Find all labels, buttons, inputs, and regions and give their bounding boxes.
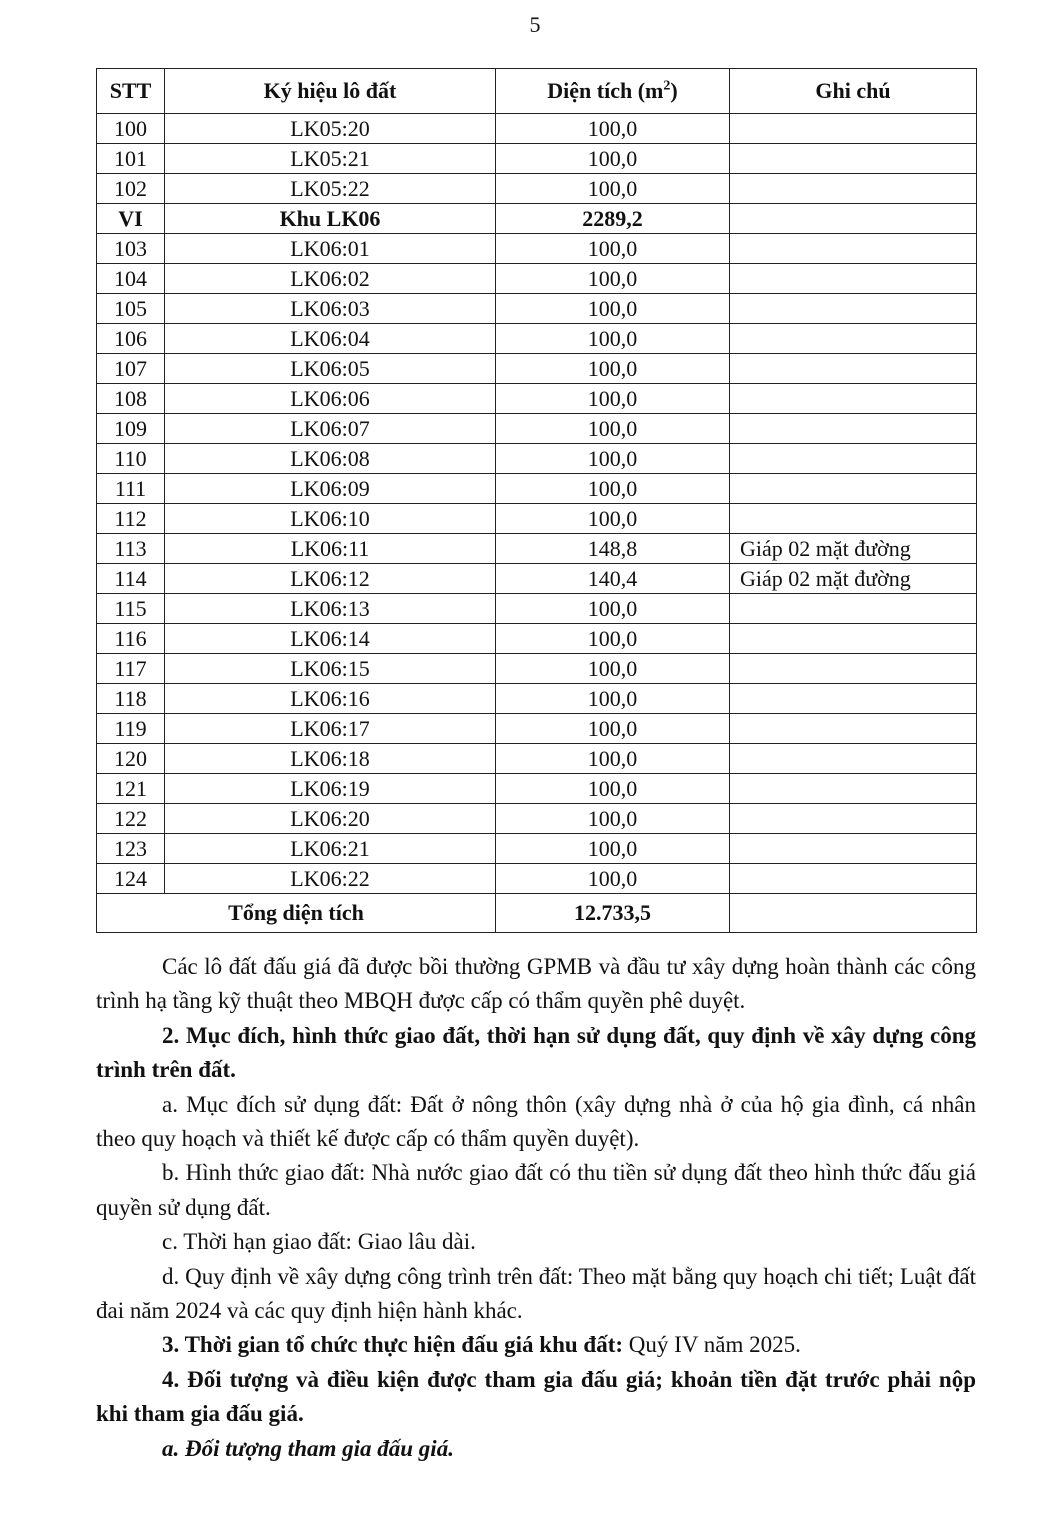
heading-section-4: 4. Đối tượng và điều kiện được tham gia đấu giá; khoản tiền đặt trước phải nộp khi tham gia đấu giá.	[96, 1366, 976, 1427]
cell-note	[730, 144, 977, 174]
cell-note	[730, 264, 977, 294]
cell-lot-symbol: LK06:12	[165, 564, 496, 594]
table-row	[97, 234, 977, 264]
cell-area: 100,0	[496, 264, 730, 294]
cell-note	[730, 864, 977, 894]
cell-lot-symbol: LK06:21	[165, 834, 496, 864]
subheading-auction-participants: a. Đối tượng tham gia đấu giá.	[162, 1435, 454, 1461]
cell-note	[730, 114, 977, 144]
table-row	[97, 384, 977, 414]
table-row	[97, 864, 977, 894]
cell-stt: 119	[97, 714, 165, 744]
cell-stt: 118	[97, 684, 165, 714]
cell-area: 100,0	[496, 594, 730, 624]
cell-area: 100,0	[496, 444, 730, 474]
cell-lot-symbol: LK06:19	[165, 774, 496, 804]
total-label: Tổng diện tích	[97, 894, 496, 933]
table-row	[97, 294, 977, 324]
table-header-row	[97, 69, 977, 114]
table-row	[97, 594, 977, 624]
cell-stt: 114	[97, 564, 165, 594]
cell-note: Giáp 02 mặt đường	[730, 534, 977, 564]
cell-area: 100,0	[496, 624, 730, 654]
item-b-allocation-form: b. Hình thức giao đất: Nhà nước giao đất có thu tiền sử dụng đất theo hình thức đấu giá quyền sử dụng đất.	[96, 1160, 976, 1220]
cell-area: 140,4	[496, 564, 730, 594]
cell-note	[730, 684, 977, 714]
cell-note	[730, 174, 977, 204]
cell-lot-symbol: LK05:21	[165, 144, 496, 174]
table-row	[97, 114, 977, 144]
cell-lot-symbol: LK06:09	[165, 474, 496, 504]
total-area: 12.733,5	[496, 894, 730, 933]
cell-note	[730, 774, 977, 804]
cell-stt: 101	[97, 144, 165, 174]
cell-stt: 109	[97, 414, 165, 444]
cell-area: 100,0	[496, 804, 730, 834]
table-row	[97, 774, 977, 804]
cell-area: 100,0	[496, 654, 730, 684]
header-area	[496, 69, 730, 114]
cell-stt: 111	[97, 474, 165, 504]
header-area-label: Diện tích (m	[547, 78, 664, 103]
cell-stt: 103	[97, 234, 165, 264]
cell-lot-symbol: LK06:06	[165, 384, 496, 414]
cell-note	[730, 324, 977, 354]
cell-lot-symbol: LK06:18	[165, 744, 496, 774]
heading-section-3	[96, 1328, 976, 1362]
cell-lot-symbol: LK05:20	[165, 114, 496, 144]
table-row	[97, 414, 977, 444]
cell-area: 100,0	[496, 114, 730, 144]
cell-stt: 124	[97, 864, 165, 894]
cell-stt: 112	[97, 504, 165, 534]
table-row	[97, 474, 977, 504]
cell-area: 100,0	[496, 774, 730, 804]
table-row	[97, 444, 977, 474]
table-row	[97, 174, 977, 204]
cell-stt: VI	[97, 204, 165, 234]
cell-stt: 108	[97, 384, 165, 414]
cell-stt: 113	[97, 534, 165, 564]
table-row	[97, 744, 977, 774]
cell-lot-symbol: LK06:11	[165, 534, 496, 564]
cell-note	[730, 744, 977, 774]
cell-lot-symbol: LK06:01	[165, 234, 496, 264]
table-row	[97, 564, 977, 594]
cell-stt: 120	[97, 744, 165, 774]
item-d-construction-rules: d. Quy định về xây dựng công trình trên đất: Theo mặt bằng quy hoạch chi tiết; Luật đất đai năm 2024 và các quy định hiện hành khác.	[96, 1263, 976, 1324]
table-row	[97, 654, 977, 684]
cell-stt: 117	[97, 654, 165, 684]
table-row	[97, 324, 977, 354]
cell-lot-symbol: LK06:20	[165, 804, 496, 834]
cell-area: 100,0	[496, 354, 730, 384]
cell-stt: 123	[97, 834, 165, 864]
cell-note	[730, 624, 977, 654]
cell-lot-symbol: LK06:13	[165, 594, 496, 624]
cell-area: 100,0	[496, 294, 730, 324]
cell-area: 100,0	[496, 864, 730, 894]
cell-note	[730, 294, 977, 324]
cell-area: 100,0	[496, 834, 730, 864]
cell-lot-symbol: LK06:03	[165, 294, 496, 324]
cell-area: 100,0	[496, 414, 730, 444]
header-note: Ghi chú	[730, 69, 977, 114]
table-row	[97, 264, 977, 294]
table-row	[97, 624, 977, 654]
cell-stt: 104	[97, 264, 165, 294]
cell-lot-symbol: LK06:14	[165, 624, 496, 654]
cell-stt: 105	[97, 294, 165, 324]
cell-note	[730, 444, 977, 474]
item-c-allocation-term: c. Thời hạn giao đất: Giao lâu dài.	[162, 1229, 476, 1255]
heading-section-2: 2. Mục đích, hình thức giao đất, thời hạn sử dụng đất, quy định về xây dựng công trình trên đất.	[96, 1022, 976, 1083]
cell-lot-symbol: LK06:15	[165, 654, 496, 684]
page-number: 5	[529, 12, 541, 37]
cell-lot-symbol: LK06:07	[165, 414, 496, 444]
cell-note	[730, 234, 977, 264]
cell-note	[730, 594, 977, 624]
table-row	[97, 684, 977, 714]
cell-area: 148,8	[496, 534, 730, 564]
cell-note	[730, 714, 977, 744]
cell-area: 100,0	[496, 384, 730, 414]
cell-note	[730, 204, 977, 234]
table-row	[97, 504, 977, 534]
cell-area: 100,0	[496, 684, 730, 714]
cell-area: 100,0	[496, 504, 730, 534]
heading-section-3-value: Quý IV năm 2025.	[623, 1332, 801, 1358]
cell-stt: 107	[97, 354, 165, 384]
item-a-land-use-purpose: a. Mục đích sử dụng đất: Đất ở nông thôn (xây dựng nhà ở của hộ gia đình, cá nhân theo quy hoạch và thiết kế được cấp có thẩm quyền duyệt).	[96, 1091, 976, 1152]
header-area-superscript: 2	[663, 78, 671, 94]
group-row	[97, 204, 977, 234]
body-text	[96, 950, 976, 1466]
table-row	[97, 144, 977, 174]
cell-area: 100,0	[496, 144, 730, 174]
cell-lot-symbol: LK06:17	[165, 714, 496, 744]
cell-stt: 106	[97, 324, 165, 354]
cell-lot-symbol: LK05:22	[165, 174, 496, 204]
cell-stt: 100	[97, 114, 165, 144]
header-stt: STT	[97, 69, 165, 114]
table-row	[97, 714, 977, 744]
cell-note	[730, 384, 977, 414]
land-lot-table	[96, 68, 977, 933]
cell-stt: 122	[97, 804, 165, 834]
cell-lot-symbol: LK06:08	[165, 444, 496, 474]
paragraph-compensation: Các lô đất đấu giá đã được bồi thường GPMB và đầu tư xây dựng hoàn thành các công trình hạ tầng kỹ thuật theo MBQH được cấp có thẩm quyền phê duyệt.	[96, 954, 976, 1014]
cell-lot-symbol: LK06:02	[165, 264, 496, 294]
header-area-close: )	[670, 78, 678, 103]
cell-note	[730, 504, 977, 534]
heading-section-3-label: 3. Thời gian tổ chức thực hiện đấu giá khu đất:	[162, 1332, 624, 1358]
cell-note	[730, 804, 977, 834]
table-row	[97, 804, 977, 834]
cell-note	[730, 414, 977, 444]
cell-area: 100,0	[496, 174, 730, 204]
total-row	[97, 894, 977, 933]
cell-stt: 116	[97, 624, 165, 654]
cell-stt: 110	[97, 444, 165, 474]
cell-stt: 121	[97, 774, 165, 804]
cell-note	[730, 474, 977, 504]
cell-lot-symbol: LK06:16	[165, 684, 496, 714]
cell-area: 2289,2	[496, 204, 730, 234]
cell-lot-symbol: LK06:05	[165, 354, 496, 384]
cell-lot-symbol: LK06:22	[165, 864, 496, 894]
cell-area: 100,0	[496, 744, 730, 774]
cell-area: 100,0	[496, 474, 730, 504]
total-note	[730, 894, 977, 933]
cell-lot-symbol: Khu LK06	[165, 204, 496, 234]
cell-lot-symbol: LK06:10	[165, 504, 496, 534]
cell-note	[730, 654, 977, 684]
cell-area: 100,0	[496, 324, 730, 354]
header-lot-symbol: Ký hiệu lô đất	[165, 69, 496, 114]
cell-stt: 102	[97, 174, 165, 204]
table-row	[97, 834, 977, 864]
cell-note	[730, 354, 977, 384]
cell-area: 100,0	[496, 714, 730, 744]
cell-note	[730, 834, 977, 864]
cell-area: 100,0	[496, 234, 730, 264]
cell-lot-symbol: LK06:04	[165, 324, 496, 354]
table-row	[97, 354, 977, 384]
table-row	[97, 534, 977, 564]
cell-stt: 115	[97, 594, 165, 624]
cell-note: Giáp 02 mặt đường	[730, 564, 977, 594]
